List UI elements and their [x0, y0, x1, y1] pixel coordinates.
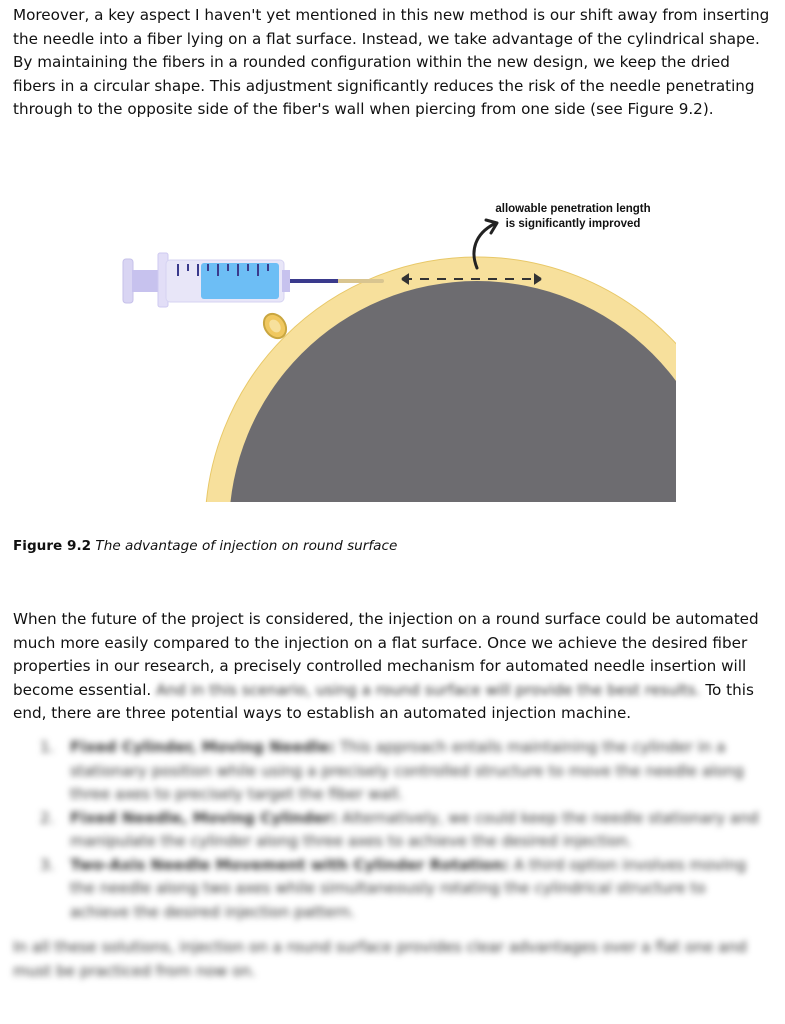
list-item	[40, 854, 760, 925]
intro-paragraph: Moreover, a key aspect I haven't yet mentioned in this new method is our shift away from inserting the needle into a fiber lying on a flat surface. Instead, we take advantage of the cylindrical shape. By maintaining the fibers in a rounded configuration within the new design, we keep the dried fibers in a circular shape. This adjustment significantly reduces the risk of the needle penetrating through to the opposite side of the fiber's wall when piercing from one side (see Figure 9.2).	[13, 6, 770, 118]
future-text-after: To this end, there are three potential ways to establish an automated injection machine.	[13, 680, 754, 722]
future-text-before: When the future of the project is considered, the injection on a round surface could be automated much more easily compared to the injection on a flat surface. Once we achieve the desired fiber properties in our research, a precisely controlled mechanism for automated needle insertion will become essential.	[13, 610, 759, 699]
list-number: 2.	[40, 808, 55, 827]
list-item-text: A third option involves moving the needle along two axes while simultaneously rotating the cylindrical structure to achieve the desired injection pattern.	[70, 855, 747, 921]
annotation-line-2: is significantly improved	[505, 218, 641, 230]
list-item	[40, 736, 760, 807]
annotation-line-1: allowable penetration length	[495, 203, 651, 215]
list-number: 1.	[40, 738, 55, 756]
list-item-text: Alternatively, we could keep the needle stationary and manipulate the cylinder along three axes to achieve the desired injection.	[70, 808, 759, 850]
automation-options-list	[40, 736, 760, 924]
conclusion-paragraph: In all these solutions, injection on a round surface provides clear advantages over a flat one and must be practiced from now on.	[13, 938, 747, 980]
figure-9-2	[120, 196, 680, 506]
list-item	[40, 807, 760, 854]
caption-text: The advantage of injection on round surface	[95, 538, 398, 554]
syringe	[123, 253, 338, 307]
list-item-title: Two-Axis Needle Movement with Cylinder Rotation:	[70, 855, 509, 874]
future-paragraph	[13, 608, 773, 726]
blurred-sentence: And in this scenario, using a round surface will provide the best results.	[156, 680, 701, 699]
caption-label: Figure 9.2	[13, 538, 92, 554]
list-number: 3.	[40, 855, 55, 874]
list-item-text: This approach entails maintaining the cylinder in a stationary position while using a precisely controlled structure to move the needle along three axes to precisely target the fiber wall.	[70, 738, 744, 803]
list-item-title: Fixed Cylinder, Moving Needle:	[70, 738, 335, 756]
figure-caption	[13, 538, 397, 554]
list-item-title: Fixed Needle, Moving Cylinder:	[70, 808, 338, 827]
